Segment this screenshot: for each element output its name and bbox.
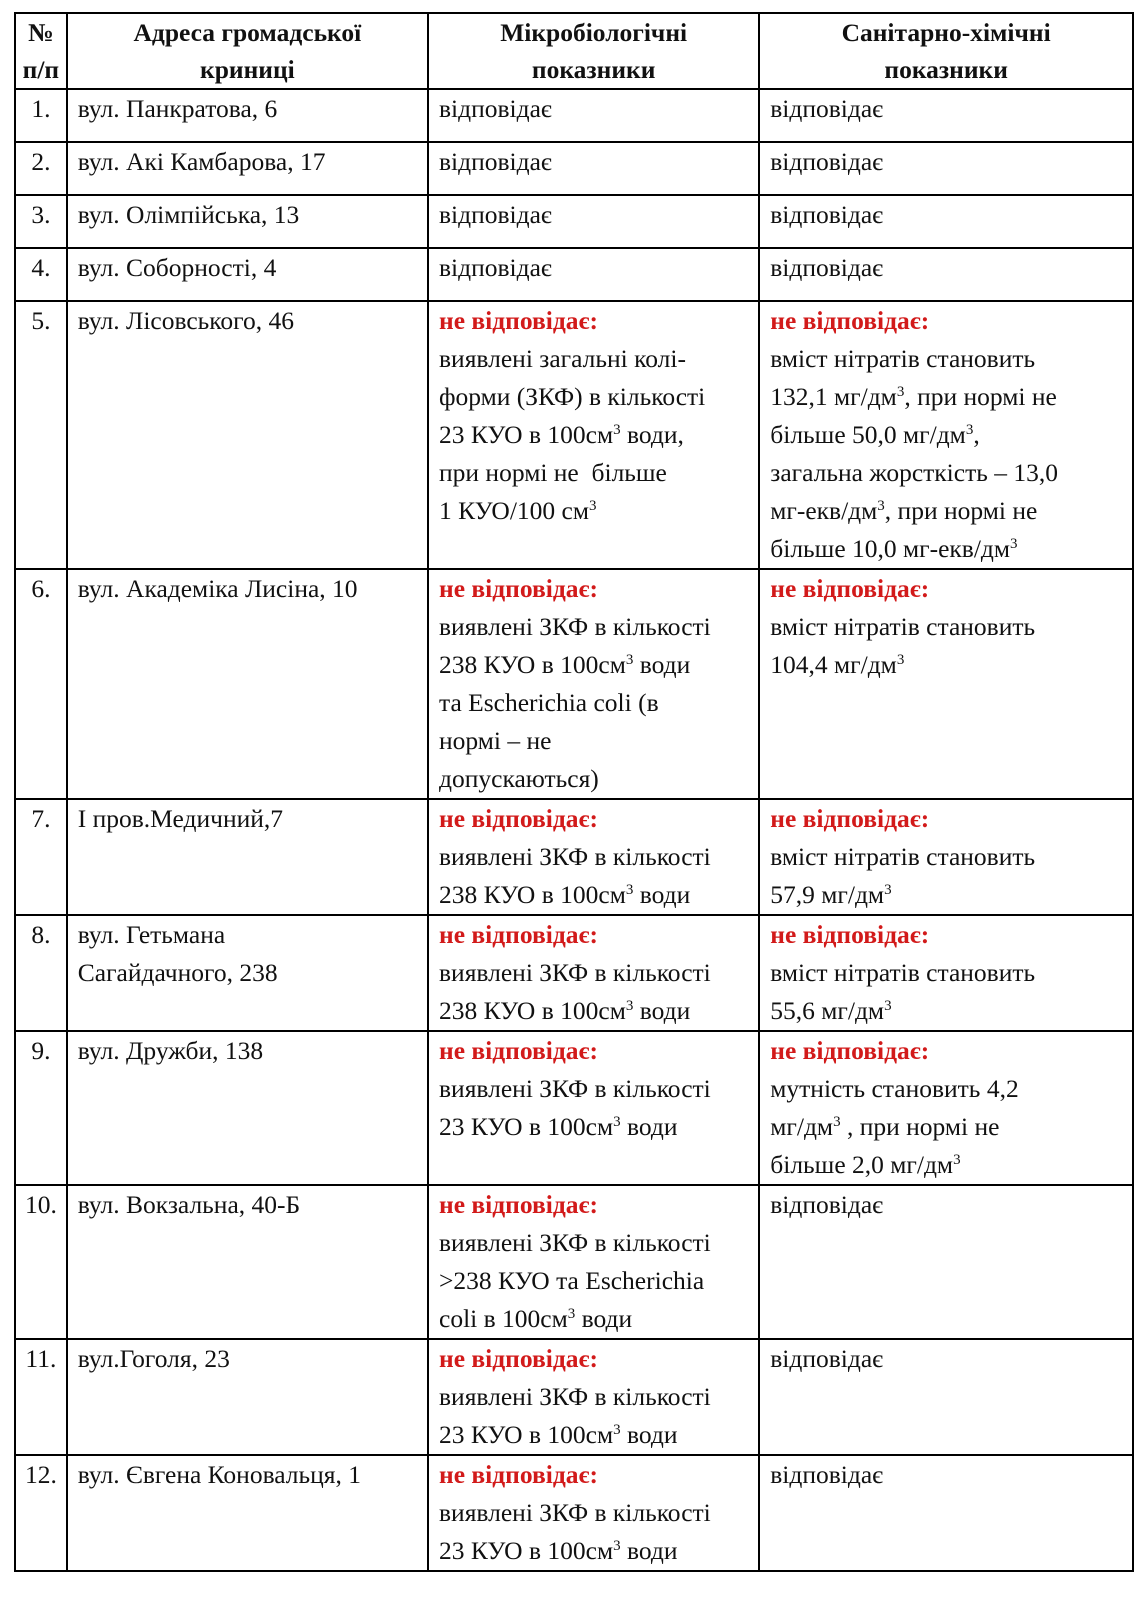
row-number: 10. [15,1185,67,1339]
micro-detail: виявлені ЗКФ в кількості [439,1498,711,1527]
row-number: 11. [15,1339,67,1455]
chem-detail [770,992,1124,1030]
address-line: вул. Олімпійська, 13 [77,200,300,229]
micro-detail-text: 1 КУО/100 см [439,496,590,525]
superscript: 3 [833,1114,841,1130]
micro-detail-text: води, [620,420,684,449]
row-address [67,569,428,799]
superscript: 3 [953,1152,961,1168]
address-line: вул. Вокзальна, 40-Б [77,1190,301,1219]
chem-status: відповідає [770,1344,884,1373]
header-sanitary-chemical [759,13,1133,89]
row-chem [759,799,1133,915]
chem-detail [770,876,1124,914]
row-address [67,301,428,569]
micro-detail [439,1108,750,1146]
chem-status: відповідає [770,147,884,176]
micro-status-bad: не відповідає: [439,306,598,335]
chem-status-bad: не відповідає: [770,804,930,833]
micro-detail [439,492,750,530]
micro-status: відповідає [439,94,552,123]
address-line: вул.Гоголя, 23 [77,1344,230,1373]
row-chem [759,195,1133,248]
address-line: вул. Академіка Лисіна, 10 [77,574,358,603]
address-line: вул. Гетьмана [77,920,226,949]
row-number: 5. [15,301,67,569]
row-micro [428,1455,759,1571]
micro-detail-text: 23 КУО в 100см [439,420,614,449]
micro-detail: виявлені ЗКФ в кількості [439,612,711,641]
chem-detail: загальна жорсткість – 13,0 [770,458,1058,487]
header-microbiological [428,13,759,89]
chem-detail: вміст нітратів становить [770,958,1036,987]
row-micro [428,1185,759,1339]
chem-detail [770,492,1124,530]
micro-detail: допускаються) [439,764,599,793]
chem-detail-text: 132,1 мг/дм [770,382,897,411]
micro-detail-text: 23 КУО в 100см [439,1112,614,1141]
superscript: 3 [567,1306,576,1322]
chem-detail-text: 57,9 мг/дм [770,880,885,909]
header-chem-line-1: Санітарно-хімічні [841,18,1051,47]
row-micro [428,569,759,799]
row-number: 3. [15,195,67,248]
chem-detail: вміст нітратів становить [770,842,1036,871]
micro-detail-text: 238 КУО в 100см [439,650,626,679]
table-row [15,142,1133,195]
address-line: І пров.Медичний,7 [77,804,284,833]
row-micro [428,195,759,248]
chem-status-bad: не відповідає: [770,306,930,335]
chem-detail [770,1108,1124,1146]
row-number: 4. [15,248,67,301]
row-address [67,1455,428,1571]
superscript: 3 [613,1538,621,1554]
chem-status-bad: не відповідає: [770,920,930,949]
chem-detail [770,416,1124,454]
micro-detail [439,416,750,454]
chem-detail-text: 104,4 мг/дм [770,650,897,679]
superscript: 3 [965,422,974,438]
micro-status-bad: не відповідає: [439,920,598,949]
micro-detail [439,1416,750,1454]
address-line: вул. Панкратова, 6 [77,94,278,123]
row-micro [428,248,759,301]
table-header-row [15,13,1133,89]
chem-status: відповідає [770,94,884,123]
chem-status-bad: не відповідає: [770,574,930,603]
address-line: вул. Акі Камбарова, 17 [77,147,326,176]
row-chem [759,1455,1133,1571]
row-chem [759,1185,1133,1339]
micro-detail-text: води [620,1420,678,1449]
superscript: 3 [884,998,892,1014]
table-row [15,569,1133,799]
chem-detail-text: мг-екв/дм [770,496,878,525]
row-number: 1. [15,89,67,142]
row-chem [759,301,1133,569]
row-address [67,142,428,195]
micro-detail [439,1300,750,1338]
chem-detail: мутність становить 4,2 [770,1074,1019,1103]
chem-detail-text: , при нормі не [840,1112,1000,1141]
row-address [67,248,428,301]
chem-detail-text: більше 50,0 мг/дм [770,420,966,449]
table-row [15,1339,1133,1455]
superscript: 3 [625,652,634,668]
micro-detail-text: 23 КУО в 100см [439,1420,614,1449]
micro-detail: >238 КУО та Escherichia [439,1266,705,1295]
address-line: вул. Дружби, 138 [77,1036,264,1065]
row-micro [428,799,759,915]
table-row [15,1031,1133,1185]
superscript: 3 [613,1422,621,1438]
row-address [67,915,428,1031]
header-address-line-1: Адреса громадської [133,18,362,47]
address-line: Сагайдачного, 238 [77,958,278,987]
chem-detail-text: мг/дм [770,1112,834,1141]
row-chem [759,248,1133,301]
micro-detail-text: води [633,880,691,909]
row-address [67,1339,428,1455]
row-chem [759,1339,1133,1455]
row-address [67,195,428,248]
micro-detail: при нормі не більше [439,458,667,487]
chem-detail [770,378,1124,416]
chem-detail [770,530,1124,568]
micro-status-bad: не відповідає: [439,1344,598,1373]
micro-detail-text: води [620,1112,678,1141]
table-row [15,799,1133,915]
row-micro [428,1339,759,1455]
superscript: 3 [613,422,621,438]
chem-detail-text: , [973,420,980,449]
row-address [67,89,428,142]
row-address [67,1185,428,1339]
micro-status-bad: не відповідає: [439,1190,598,1219]
row-micro [428,1031,759,1185]
micro-detail: нормі – не [439,726,552,755]
micro-status-bad: не відповідає: [439,574,598,603]
chem-status-bad: не відповідає: [770,1036,930,1065]
header-number [15,13,67,89]
micro-detail: виявлені загальні колі- [439,344,686,373]
chem-detail-text: більше 10,0 мг-екв/дм [770,534,1011,563]
chem-detail-text: , при нормі не [904,382,1057,411]
micro-detail-text: coli в 100см [439,1304,568,1333]
table-row [15,301,1133,569]
micro-detail: виявлені ЗКФ в кількості [439,842,711,871]
micro-detail: форми (ЗКФ) в кількості [439,382,706,411]
row-micro [428,301,759,569]
row-number: 8. [15,915,67,1031]
row-chem [759,569,1133,799]
micro-detail [439,646,750,684]
header-micro-line-2: показники [531,55,656,84]
row-number: 2. [15,142,67,195]
superscript: 3 [625,882,634,898]
micro-detail-text: 238 КУО в 100см [439,880,626,909]
header-chem-line-2: показники [884,55,1008,84]
micro-detail-text: 238 КУО в 100см [439,996,626,1025]
superscript: 3 [1010,536,1018,552]
water-quality-table [14,12,1134,1572]
superscript: 3 [884,882,892,898]
micro-status-bad: не відповідає: [439,1460,598,1489]
address-line: вул. Соборності, 4 [77,253,277,282]
table-row [15,915,1133,1031]
micro-detail [439,992,750,1030]
address-line: вул. Лісовського, 46 [77,306,294,335]
micro-detail [439,1532,750,1570]
micro-detail: виявлені ЗКФ в кількості [439,1228,711,1257]
chem-status: відповідає [770,1460,884,1489]
table-row [15,195,1133,248]
row-chem [759,915,1133,1031]
chem-detail-text: більше 2,0 мг/дм [770,1150,954,1179]
table-row [15,89,1133,142]
chem-detail-text: 55,6 мг/дм [770,996,885,1025]
row-number: 12. [15,1455,67,1571]
chem-status: відповідає [770,200,884,229]
row-chem [759,142,1133,195]
micro-status-bad: не відповідає: [439,804,598,833]
chem-status: відповідає [770,253,884,282]
micro-detail [439,876,750,914]
row-micro [428,89,759,142]
row-micro [428,915,759,1031]
superscript: 3 [589,498,597,514]
header-number-line-2: п/п [22,55,60,84]
micro-detail-text: води [633,650,691,679]
row-number: 9. [15,1031,67,1185]
micro-detail-text: води [575,1304,633,1333]
micro-detail: виявлені ЗКФ в кількості [439,1382,711,1411]
row-number: 7. [15,799,67,915]
row-chem [759,1031,1133,1185]
superscript: 3 [896,384,905,400]
micro-detail: виявлені ЗКФ в кількості [439,958,711,987]
micro-detail-text: води [620,1536,678,1565]
chem-detail: вміст нітратів становить [770,612,1036,641]
micro-status: відповідає [439,253,552,282]
micro-status: відповідає [439,200,552,229]
micro-detail-text: 23 КУО в 100см [439,1536,614,1565]
superscript: 3 [877,498,885,514]
row-address [67,1031,428,1185]
table-row [15,1185,1133,1339]
chem-detail: вміст нітратів становить [770,344,1036,373]
micro-detail: виявлені ЗКФ в кількості [439,1074,711,1103]
micro-detail-text: води [633,996,691,1025]
table-row [15,1455,1133,1571]
header-address-line-2: криниці [200,55,295,84]
chem-status: відповідає [770,1190,884,1219]
table-row [15,248,1133,301]
micro-status: відповідає [439,147,552,176]
row-number: 6. [15,569,67,799]
micro-status-bad: не відповідає: [439,1036,598,1065]
superscript: 3 [896,652,905,668]
header-micro-line-1: Мікробіологічні [500,18,688,47]
header-address [67,13,428,89]
header-number-line-1: № [28,18,54,47]
chem-detail-text: , при нормі не [884,496,1038,525]
superscript: 3 [625,998,634,1014]
chem-detail [770,646,1124,684]
address-line: вул. Євгена Коновальця, 1 [77,1460,362,1489]
row-micro [428,142,759,195]
micro-detail: та Escherichia coli (в [439,688,659,717]
chem-detail [770,1146,1124,1184]
row-chem [759,89,1133,142]
row-address [67,799,428,915]
superscript: 3 [613,1114,621,1130]
